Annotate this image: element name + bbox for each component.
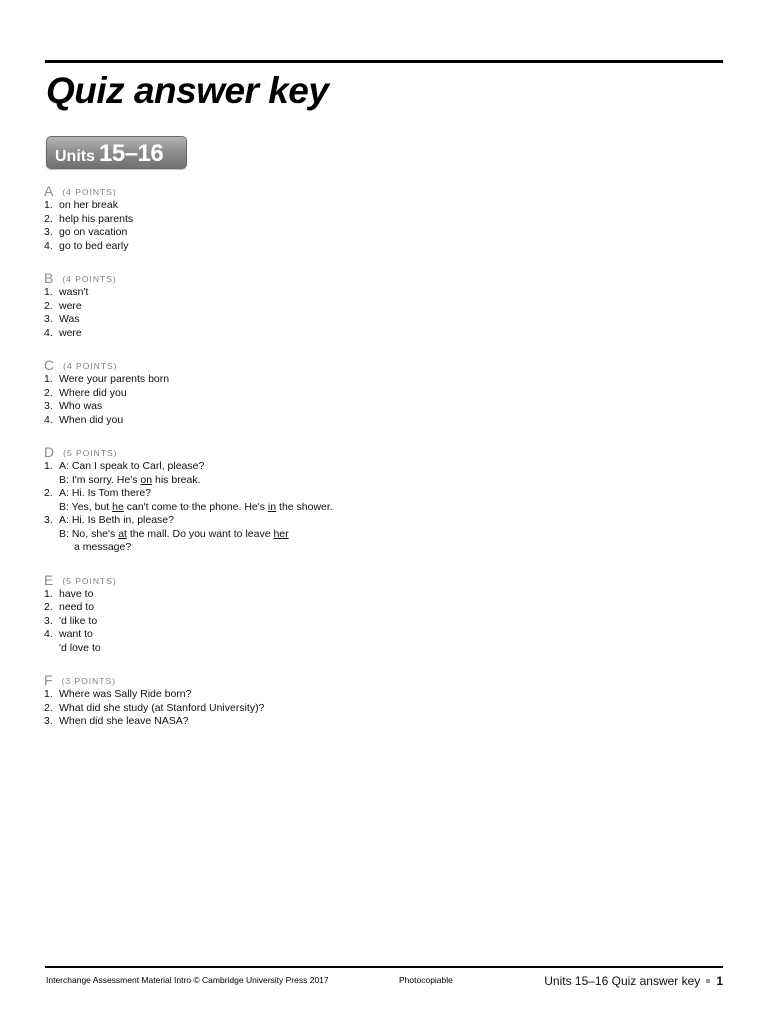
item-number: 1. bbox=[44, 199, 53, 211]
item-number: 3. bbox=[44, 514, 53, 526]
list-item bbox=[44, 226, 644, 240]
item-number: 3. bbox=[44, 400, 53, 412]
item-number: 1. bbox=[44, 460, 53, 472]
section-letter: F bbox=[44, 672, 53, 688]
item-number: 2. bbox=[44, 212, 53, 225]
list-item bbox=[44, 588, 644, 602]
section-letter: E bbox=[44, 571, 54, 588]
list-item bbox=[44, 400, 644, 414]
item-text: need to bbox=[59, 601, 95, 613]
dialog-text-part: the shower. bbox=[276, 500, 333, 513]
list-item bbox=[44, 601, 644, 615]
underlined-answer: her bbox=[273, 527, 289, 540]
item-text: go to bed early bbox=[59, 239, 129, 252]
section-letter: A bbox=[44, 183, 54, 199]
item-text: Who was bbox=[59, 400, 103, 412]
alternate-answer: 'd love to bbox=[59, 641, 101, 654]
item-number: 2. bbox=[44, 601, 53, 613]
underlined-answer: he bbox=[112, 500, 124, 513]
section-b bbox=[44, 269, 644, 340]
dialog-text: A: Can I speak to Carl, please? bbox=[59, 460, 205, 472]
dialog-line-b bbox=[44, 501, 644, 515]
page-title: Quiz answer key bbox=[46, 70, 329, 111]
item-number: 1. bbox=[44, 688, 53, 700]
units-badge bbox=[46, 136, 187, 169]
section-header bbox=[44, 443, 644, 460]
dialog-text-part: can't come to the phone. He's bbox=[123, 500, 268, 513]
item-text: were bbox=[59, 299, 82, 312]
list-item bbox=[44, 387, 644, 401]
footer-section-title: Units 15–16 Quiz answer key bbox=[544, 974, 701, 988]
dialog-text-part: B: No, she's bbox=[59, 527, 119, 540]
square-bullet-icon bbox=[706, 979, 710, 983]
list-item bbox=[44, 240, 644, 254]
units-badge-word: Units bbox=[55, 148, 95, 165]
section-header bbox=[44, 269, 644, 286]
dialog-text bbox=[59, 474, 201, 488]
item-text: Was bbox=[59, 313, 80, 325]
dialog-text-part: B: Yes, but bbox=[59, 500, 113, 513]
item-text: Where did you bbox=[59, 386, 127, 399]
units-badge-range: 15–16 bbox=[99, 140, 164, 167]
item-number: 3. bbox=[44, 226, 53, 238]
answer-key-content bbox=[44, 182, 644, 745]
item-number: 4. bbox=[44, 326, 53, 339]
section-d bbox=[44, 443, 644, 555]
item-number: 3. bbox=[44, 313, 53, 325]
item-text: When did you bbox=[59, 413, 124, 426]
list-item bbox=[44, 702, 644, 716]
underlined-answer: in bbox=[267, 500, 277, 513]
dialog-text-part: his break. bbox=[152, 473, 201, 486]
list-item bbox=[44, 615, 644, 629]
item-number: 4. bbox=[44, 628, 53, 640]
item-number: 4. bbox=[44, 413, 53, 426]
item-number: 2. bbox=[44, 487, 53, 499]
dialog-line-b bbox=[44, 528, 644, 542]
item-number: 3. bbox=[44, 614, 53, 627]
section-points: (4 POINTS) bbox=[63, 361, 118, 371]
list-item bbox=[44, 300, 644, 314]
item-text: What did she study (at Stanford University)? bbox=[59, 701, 265, 714]
item-text: were bbox=[59, 326, 82, 339]
item-text: wasn't bbox=[59, 286, 89, 298]
item-text: on her break bbox=[59, 199, 118, 211]
section-header bbox=[44, 671, 644, 688]
list-item bbox=[44, 213, 644, 227]
list-item bbox=[44, 414, 644, 428]
footer-copyright: Interchange Assessment Material Intro © Cambridge University Press 2017 bbox=[46, 975, 329, 985]
item-number: 2. bbox=[44, 701, 53, 714]
item-number: 2. bbox=[44, 299, 53, 312]
item-number: 1. bbox=[44, 373, 53, 385]
list-item bbox=[44, 688, 644, 702]
dialog-text-part: the mall. Do you want to leave bbox=[126, 527, 274, 540]
item-text: Were your parents born bbox=[59, 373, 170, 385]
dialog-text-part: B: I'm sorry. He's bbox=[59, 473, 141, 486]
list-item bbox=[44, 628, 644, 642]
section-points: (5 POINTS) bbox=[63, 448, 118, 458]
section-c bbox=[44, 356, 644, 427]
list-item bbox=[44, 327, 644, 341]
section-header bbox=[44, 571, 644, 588]
item-number: 2. bbox=[44, 386, 53, 399]
section-e bbox=[44, 571, 644, 656]
dialog-continuation: a message? bbox=[74, 541, 132, 553]
bottom-rule bbox=[45, 966, 723, 968]
list-item bbox=[44, 199, 644, 213]
item-text: go on vacation bbox=[59, 226, 128, 238]
item-text: help his parents bbox=[59, 212, 134, 225]
item-number: 3. bbox=[44, 715, 53, 727]
section-header bbox=[44, 356, 644, 373]
list-item bbox=[44, 286, 644, 300]
underlined-answer: on bbox=[140, 473, 153, 486]
list-item bbox=[44, 715, 644, 729]
footer-photocopiable: Photocopiable bbox=[399, 975, 453, 985]
dialog-text bbox=[59, 528, 289, 542]
dialog-line-a bbox=[44, 514, 644, 528]
section-letter: C bbox=[44, 357, 55, 373]
dialog-text: A: Hi. Is Tom there? bbox=[59, 487, 152, 499]
section-points: (4 POINTS) bbox=[62, 274, 117, 284]
top-rule bbox=[45, 60, 723, 63]
dialog-line-a bbox=[44, 487, 644, 501]
item-number: 1. bbox=[44, 286, 53, 298]
section-points: (4 POINTS) bbox=[62, 187, 117, 197]
section-points: (5 POINTS) bbox=[62, 575, 117, 586]
page-number: 1 bbox=[716, 974, 723, 988]
list-item bbox=[44, 373, 644, 387]
dialog-line-a bbox=[44, 460, 644, 474]
section-a bbox=[44, 182, 644, 253]
item-number: 1. bbox=[44, 587, 53, 600]
section-letter: D bbox=[44, 444, 55, 460]
underlined-answer: at bbox=[118, 527, 127, 540]
section-letter: B bbox=[44, 270, 54, 286]
item-number: 4. bbox=[44, 239, 53, 252]
item-text: 'd like to bbox=[59, 614, 98, 627]
dialog-line-b bbox=[44, 474, 644, 488]
item-text: When did she leave NASA? bbox=[59, 715, 189, 727]
item-text: Where was Sally Ride born? bbox=[59, 688, 192, 700]
item-text: want to bbox=[59, 628, 93, 640]
footer-page-info bbox=[544, 974, 723, 988]
section-header bbox=[44, 182, 644, 199]
section-points: (3 POINTS) bbox=[61, 676, 116, 686]
dialog-text bbox=[59, 501, 333, 515]
list-item bbox=[44, 313, 644, 327]
section-f bbox=[44, 671, 644, 729]
dialog-text: A: Hi. Is Beth in, please? bbox=[59, 514, 174, 526]
item-text: have to bbox=[59, 587, 94, 600]
